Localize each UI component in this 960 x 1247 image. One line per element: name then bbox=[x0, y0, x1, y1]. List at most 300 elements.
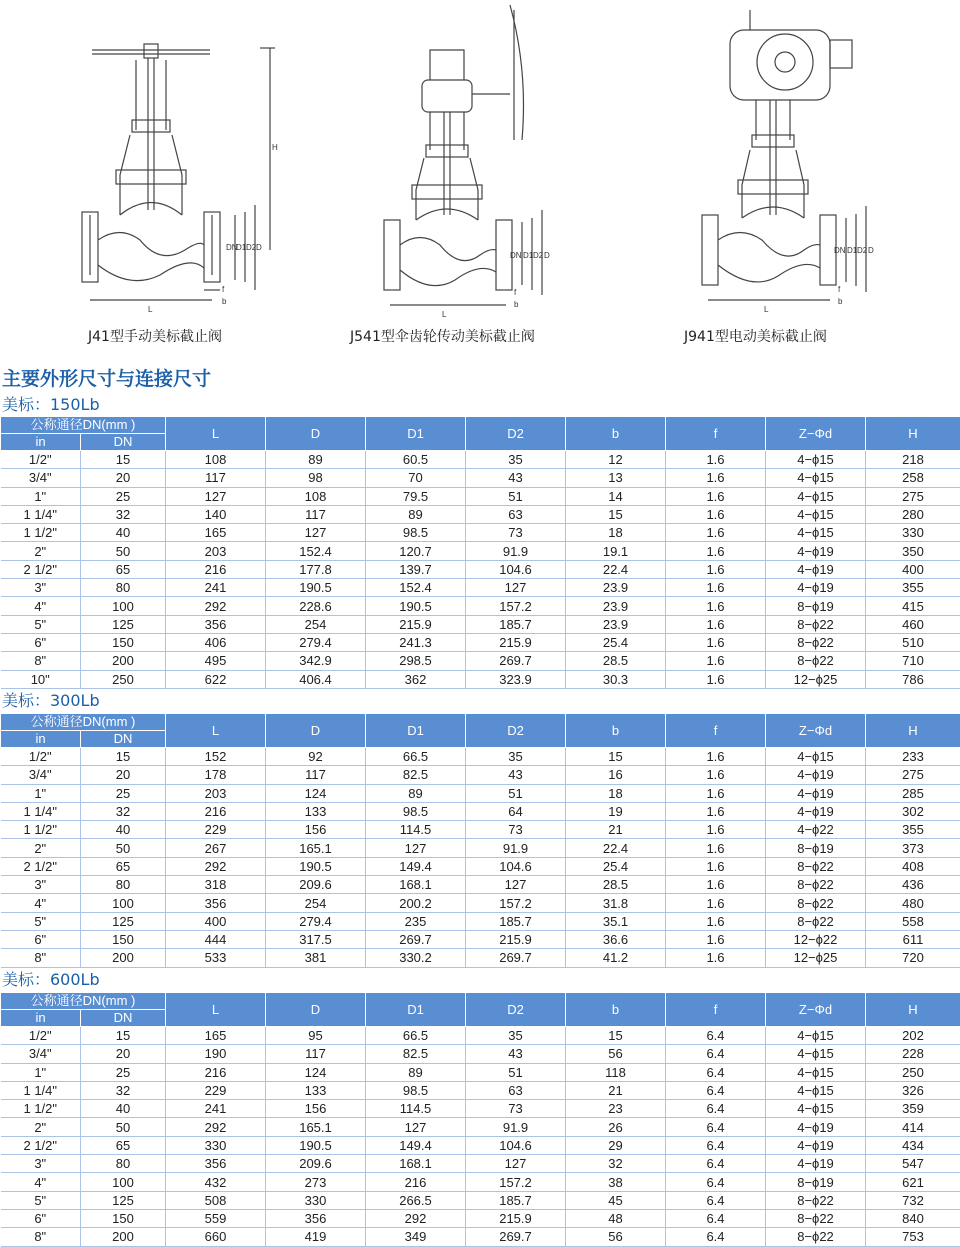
table-cell: 25.4 bbox=[566, 633, 666, 651]
table-cell: 15 bbox=[81, 748, 166, 766]
table-cell: 124 bbox=[266, 1063, 366, 1081]
table-row bbox=[1, 821, 960, 839]
table-cell: 786 bbox=[866, 670, 960, 688]
table-cell: 20 bbox=[81, 469, 166, 487]
table-cell: 209.6 bbox=[266, 876, 366, 894]
dim-label: DN bbox=[226, 243, 238, 252]
table-cell: 356 bbox=[266, 1209, 366, 1227]
table-cell: 209.6 bbox=[266, 1155, 366, 1173]
table-cell: 254 bbox=[266, 894, 366, 912]
table-cell: 8" bbox=[1, 652, 81, 670]
table-cell: 43 bbox=[466, 1045, 566, 1063]
table-cell: 317.5 bbox=[266, 930, 366, 948]
table-cell: 18 bbox=[566, 524, 666, 542]
table-cell: 269.7 bbox=[466, 949, 566, 967]
table-cell: 12−ϕ25 bbox=[766, 670, 866, 688]
table-cell: 6" bbox=[1, 633, 81, 651]
table-cell: 25 bbox=[81, 487, 166, 505]
table-cell: 400 bbox=[866, 560, 960, 578]
table-cell: 50 bbox=[81, 839, 166, 857]
header-in: in bbox=[1, 434, 81, 451]
table-cell: 228.6 bbox=[266, 597, 366, 615]
table-cell: 1.6 bbox=[666, 542, 766, 560]
table-cell: 4−ϕ15 bbox=[766, 451, 866, 469]
header-col: L bbox=[166, 993, 266, 1027]
table-cell: 100 bbox=[81, 894, 166, 912]
table-cell: 168.1 bbox=[366, 1155, 466, 1173]
table-cell: 330 bbox=[266, 1191, 366, 1209]
table-cell: 35.1 bbox=[566, 912, 666, 930]
header-col: Z−Φd bbox=[766, 993, 866, 1027]
table-cell: 419 bbox=[266, 1228, 366, 1246]
table-row bbox=[1, 1209, 960, 1227]
table-cell: 89 bbox=[366, 505, 466, 523]
table-row bbox=[1, 560, 960, 578]
dim-label: L bbox=[764, 305, 769, 314]
dim-label: L bbox=[148, 305, 153, 314]
table-cell: 190 bbox=[166, 1045, 266, 1063]
table-cell: 1 1/2" bbox=[1, 524, 81, 542]
header-in: in bbox=[1, 1010, 81, 1027]
table-cell: 127 bbox=[266, 524, 366, 542]
table-cell: 4−ϕ15 bbox=[766, 524, 866, 542]
table-cell: 1 1/2" bbox=[1, 821, 81, 839]
table-cell: 125 bbox=[81, 1191, 166, 1209]
table-cell: 381 bbox=[266, 949, 366, 967]
table-cell: 4−ϕ15 bbox=[766, 1063, 866, 1081]
table-cell: 127 bbox=[466, 876, 566, 894]
table-cell: 558 bbox=[866, 912, 960, 930]
table-cell: 152 bbox=[166, 748, 266, 766]
table-cell: 82.5 bbox=[366, 766, 466, 784]
header-col: f bbox=[666, 993, 766, 1027]
table-cell: 32 bbox=[81, 802, 166, 820]
table-cell: 8−ϕ22 bbox=[766, 633, 866, 651]
table-cell: 6.4 bbox=[666, 1136, 766, 1154]
table-cell: 241.3 bbox=[366, 633, 466, 651]
table-cell: 23.9 bbox=[566, 579, 666, 597]
table-cell: 73 bbox=[466, 1100, 566, 1118]
table-cell: 495 bbox=[166, 652, 266, 670]
table-cell: 32 bbox=[81, 1081, 166, 1099]
table-cell: 3" bbox=[1, 1155, 81, 1173]
table-row bbox=[1, 615, 960, 633]
table-cell: 4−ϕ19 bbox=[766, 1136, 866, 1154]
table-cell: 250 bbox=[81, 670, 166, 688]
table-row bbox=[1, 802, 960, 820]
header-dn: DN bbox=[81, 1010, 166, 1027]
dim-label: D2 bbox=[246, 243, 257, 252]
dim-label: f bbox=[514, 288, 517, 297]
table-cell: 1.6 bbox=[666, 579, 766, 597]
table-cell: 200 bbox=[81, 652, 166, 670]
header-col: D bbox=[266, 417, 366, 451]
table-cell: 218 bbox=[866, 451, 960, 469]
dim-label: L bbox=[442, 310, 447, 319]
table-cell: 125 bbox=[81, 912, 166, 930]
table-cell: 98.5 bbox=[366, 802, 466, 820]
section-title-300lb: 美标：300Lb bbox=[2, 688, 100, 711]
table-cell: 22.4 bbox=[566, 839, 666, 857]
table-cell: 1.6 bbox=[666, 912, 766, 930]
table-cell: 15 bbox=[566, 1027, 666, 1045]
table-cell: 621 bbox=[866, 1173, 960, 1191]
table-cell: 229 bbox=[166, 821, 266, 839]
spec-table-300lb bbox=[0, 713, 960, 968]
table-cell: 104.6 bbox=[466, 857, 566, 875]
table-cell: 323.9 bbox=[466, 670, 566, 688]
dim-label: DN bbox=[510, 251, 522, 260]
table-cell: 190.5 bbox=[266, 1136, 366, 1154]
table-row bbox=[1, 930, 960, 948]
header-col: D1 bbox=[366, 993, 466, 1027]
table-cell: 292 bbox=[366, 1209, 466, 1227]
table-cell: 48 bbox=[566, 1209, 666, 1227]
table-cell: 460 bbox=[866, 615, 960, 633]
table-cell: 229 bbox=[166, 1081, 266, 1099]
dim-label: D1 bbox=[847, 246, 858, 255]
table-cell: 150 bbox=[81, 633, 166, 651]
dim-label: D2 bbox=[533, 251, 544, 260]
table-cell: 15 bbox=[81, 1027, 166, 1045]
table-cell: 436 bbox=[866, 876, 960, 894]
table-cell: 14 bbox=[566, 487, 666, 505]
table-row bbox=[1, 876, 960, 894]
table-cell: 215.9 bbox=[366, 615, 466, 633]
table-cell: 65 bbox=[81, 560, 166, 578]
table-cell: 216 bbox=[166, 802, 266, 820]
table-cell: 215.9 bbox=[466, 1209, 566, 1227]
table-cell: 444 bbox=[166, 930, 266, 948]
table-cell: 269.7 bbox=[366, 930, 466, 948]
table-row bbox=[1, 469, 960, 487]
table-cell: 100 bbox=[81, 1173, 166, 1191]
table-cell: 36.6 bbox=[566, 930, 666, 948]
header-col: b bbox=[566, 417, 666, 451]
table-cell: 298.5 bbox=[366, 652, 466, 670]
table-cell: 216 bbox=[166, 1063, 266, 1081]
table-cell: 12 bbox=[566, 451, 666, 469]
table-cell: 302 bbox=[866, 802, 960, 820]
table-cell: 8−ϕ22 bbox=[766, 1228, 866, 1246]
table-cell: 2" bbox=[1, 1118, 81, 1136]
table-cell: 355 bbox=[866, 821, 960, 839]
table-cell: 2 1/2" bbox=[1, 857, 81, 875]
table-cell: 21 bbox=[566, 1081, 666, 1099]
table-cell: 165.1 bbox=[266, 839, 366, 857]
table-row bbox=[1, 1155, 960, 1173]
table-cell: 156 bbox=[266, 1100, 366, 1118]
table-cell: 1.6 bbox=[666, 876, 766, 894]
header-col: Z−Φd bbox=[766, 714, 866, 748]
header-dn: DN bbox=[81, 434, 166, 451]
table-row bbox=[1, 949, 960, 967]
table-cell: 35 bbox=[466, 748, 566, 766]
table-cell: 152.4 bbox=[266, 542, 366, 560]
table-cell: 51 bbox=[466, 487, 566, 505]
table-cell: 157.2 bbox=[466, 597, 566, 615]
section-title-150lb: 美标：150Lb bbox=[2, 392, 100, 415]
header-col: L bbox=[166, 714, 266, 748]
table-cell: 1.6 bbox=[666, 524, 766, 542]
table-cell: 41.2 bbox=[566, 949, 666, 967]
header-col: b bbox=[566, 993, 666, 1027]
table-cell: 66.5 bbox=[366, 1027, 466, 1045]
table-cell: 356 bbox=[166, 1155, 266, 1173]
dim-label: D1 bbox=[523, 251, 534, 260]
table-cell: 279.4 bbox=[266, 912, 366, 930]
dim-label: DN bbox=[834, 246, 846, 255]
table-row bbox=[1, 1045, 960, 1063]
table-cell: 3" bbox=[1, 579, 81, 597]
table-cell: 12−ϕ25 bbox=[766, 949, 866, 967]
table-cell: 95 bbox=[266, 1027, 366, 1045]
table-cell: 127 bbox=[166, 487, 266, 505]
table-cell: 1.6 bbox=[666, 802, 766, 820]
table-cell: 235 bbox=[366, 912, 466, 930]
table-cell: 38 bbox=[566, 1173, 666, 1191]
table-cell: 4−ϕ15 bbox=[766, 1081, 866, 1099]
table-row bbox=[1, 487, 960, 505]
table-cell: 15 bbox=[566, 748, 666, 766]
table-cell: 178 bbox=[166, 766, 266, 784]
table-cell: 414 bbox=[866, 1118, 960, 1136]
main-title: 主要外形尺寸与连接尺寸 bbox=[2, 364, 211, 391]
table-cell: 118 bbox=[566, 1063, 666, 1081]
table-cell: 108 bbox=[166, 451, 266, 469]
table-cell: 732 bbox=[866, 1191, 960, 1209]
table-cell: 60.5 bbox=[366, 451, 466, 469]
table-row bbox=[1, 597, 960, 615]
header-col: D2 bbox=[466, 417, 566, 451]
table-cell: 89 bbox=[366, 1063, 466, 1081]
table-cell: 29 bbox=[566, 1136, 666, 1154]
table-cell: 400 bbox=[166, 912, 266, 930]
table-cell: 1.6 bbox=[666, 930, 766, 948]
table-cell: 1.6 bbox=[666, 766, 766, 784]
table-cell: 2 1/2" bbox=[1, 1136, 81, 1154]
table-cell: 4−ϕ15 bbox=[766, 1100, 866, 1118]
table-cell: 408 bbox=[866, 857, 960, 875]
table-cell: 406 bbox=[166, 633, 266, 651]
table-cell: 35 bbox=[466, 451, 566, 469]
table-cell: 12−ϕ22 bbox=[766, 930, 866, 948]
table-cell: 1.6 bbox=[666, 469, 766, 487]
table-cell: 1 1/4" bbox=[1, 802, 81, 820]
table-cell: 40 bbox=[81, 821, 166, 839]
header-col: H bbox=[866, 417, 960, 451]
table-cell: 8−ϕ22 bbox=[766, 1191, 866, 1209]
table-cell: 6" bbox=[1, 1209, 81, 1227]
table-cell: 359 bbox=[866, 1100, 960, 1118]
table-cell: 292 bbox=[166, 597, 266, 615]
header-col: D bbox=[266, 993, 366, 1027]
table-cell: 185.7 bbox=[466, 615, 566, 633]
table-cell: 6.4 bbox=[666, 1173, 766, 1191]
table-cell: 292 bbox=[166, 1118, 266, 1136]
table-cell: 117 bbox=[166, 469, 266, 487]
table-cell: 190.5 bbox=[266, 579, 366, 597]
table-cell: 350 bbox=[866, 542, 960, 560]
table-cell: 127 bbox=[466, 579, 566, 597]
table-cell: 66.5 bbox=[366, 748, 466, 766]
table-cell: 21 bbox=[566, 821, 666, 839]
table-cell: 4" bbox=[1, 597, 81, 615]
table-cell: 5" bbox=[1, 615, 81, 633]
table-cell: 98.5 bbox=[366, 524, 466, 542]
table-cell: 150 bbox=[81, 1209, 166, 1227]
header-col: D2 bbox=[466, 714, 566, 748]
table-cell: 8" bbox=[1, 1228, 81, 1246]
table-cell: 89 bbox=[366, 784, 466, 802]
table-cell: 6.4 bbox=[666, 1027, 766, 1045]
table-cell: 8−ϕ22 bbox=[766, 615, 866, 633]
table-cell: 25 bbox=[81, 784, 166, 802]
section-title-600lb: 美标：600Lb bbox=[2, 967, 100, 990]
table-cell: 8−ϕ19 bbox=[766, 1173, 866, 1191]
header-in: in bbox=[1, 731, 81, 748]
table-cell: 1.6 bbox=[666, 821, 766, 839]
table-cell: 125 bbox=[81, 615, 166, 633]
table-cell: 40 bbox=[81, 524, 166, 542]
table-cell: 8−ϕ22 bbox=[766, 652, 866, 670]
figure-caption: J41型手动美标截止阀 bbox=[88, 326, 222, 346]
table-cell: 80 bbox=[81, 876, 166, 894]
table-cell: 258 bbox=[866, 469, 960, 487]
table-cell: 510 bbox=[866, 633, 960, 651]
table-cell: 6" bbox=[1, 930, 81, 948]
table-row bbox=[1, 857, 960, 875]
j41-valve-drawing bbox=[60, 0, 300, 320]
table-cell: 25.4 bbox=[566, 857, 666, 875]
table-cell: 32 bbox=[566, 1155, 666, 1173]
table-cell: 203 bbox=[166, 784, 266, 802]
header-col: D1 bbox=[366, 417, 466, 451]
table-cell: 318 bbox=[166, 876, 266, 894]
table-cell: 22.4 bbox=[566, 560, 666, 578]
table-cell: 20 bbox=[81, 1045, 166, 1063]
figure-j941 bbox=[680, 0, 920, 350]
header-col: D bbox=[266, 714, 366, 748]
table-cell: 241 bbox=[166, 579, 266, 597]
table-cell: 1.6 bbox=[666, 633, 766, 651]
table-cell: 157.2 bbox=[466, 1173, 566, 1191]
table-cell: 23 bbox=[566, 1100, 666, 1118]
table-cell: 65 bbox=[81, 857, 166, 875]
table-row bbox=[1, 1136, 960, 1154]
table-cell: 292 bbox=[166, 857, 266, 875]
table-cell: 28.5 bbox=[566, 652, 666, 670]
table-cell: 269.7 bbox=[466, 1228, 566, 1246]
table-row bbox=[1, 1027, 960, 1045]
table-row bbox=[1, 524, 960, 542]
table-cell: 203 bbox=[166, 542, 266, 560]
table-cell: 4−ϕ15 bbox=[766, 1045, 866, 1063]
table-cell: 177.8 bbox=[266, 560, 366, 578]
table-cell: 1/2" bbox=[1, 748, 81, 766]
table-cell: 3" bbox=[1, 876, 81, 894]
table-cell: 89 bbox=[266, 451, 366, 469]
table-cell: 4−ϕ19 bbox=[766, 802, 866, 820]
table-cell: 79.5 bbox=[366, 487, 466, 505]
table-cell: 140 bbox=[166, 505, 266, 523]
dim-label: H bbox=[272, 143, 278, 152]
table-cell: 149.4 bbox=[366, 857, 466, 875]
table-cell: 114.5 bbox=[366, 821, 466, 839]
table-cell: 8−ϕ22 bbox=[766, 857, 866, 875]
table-cell: 1.6 bbox=[666, 615, 766, 633]
table-cell: 56 bbox=[566, 1228, 666, 1246]
table-cell: 117 bbox=[266, 1045, 366, 1063]
table-cell: 6.4 bbox=[666, 1045, 766, 1063]
dim-label: D1 bbox=[236, 243, 247, 252]
table-cell: 349 bbox=[366, 1228, 466, 1246]
table-cell: 117 bbox=[266, 505, 366, 523]
table-cell: 356 bbox=[166, 894, 266, 912]
table-cell: 6.4 bbox=[666, 1118, 766, 1136]
table-cell: 82.5 bbox=[366, 1045, 466, 1063]
header-col: Z−Φd bbox=[766, 417, 866, 451]
table-cell: 233 bbox=[866, 748, 960, 766]
j541-valve-drawing bbox=[350, 0, 590, 320]
table-cell: 4−ϕ19 bbox=[766, 579, 866, 597]
header-col: D1 bbox=[366, 714, 466, 748]
table-cell: 28.5 bbox=[566, 876, 666, 894]
table-cell: 149.4 bbox=[366, 1136, 466, 1154]
table-cell: 406.4 bbox=[266, 670, 366, 688]
table-cell: 250 bbox=[866, 1063, 960, 1081]
table-cell: 150 bbox=[81, 930, 166, 948]
table-cell: 6.4 bbox=[666, 1155, 766, 1173]
table-cell: 1.6 bbox=[666, 784, 766, 802]
spec-table-600lb bbox=[0, 992, 960, 1247]
table-row bbox=[1, 784, 960, 802]
table-cell: 6.4 bbox=[666, 1081, 766, 1099]
table-cell: 4−ϕ19 bbox=[766, 560, 866, 578]
table-row bbox=[1, 766, 960, 784]
table-row bbox=[1, 670, 960, 688]
j941-valve-drawing bbox=[680, 0, 920, 320]
table-cell: 200 bbox=[81, 1228, 166, 1246]
table-cell: 269.7 bbox=[466, 652, 566, 670]
table-cell: 1" bbox=[1, 784, 81, 802]
table-cell: 1.6 bbox=[666, 748, 766, 766]
table-cell: 415 bbox=[866, 597, 960, 615]
table-cell: 2" bbox=[1, 542, 81, 560]
table-cell: 8−ϕ22 bbox=[766, 876, 866, 894]
table-row bbox=[1, 542, 960, 560]
table-cell: 31.8 bbox=[566, 894, 666, 912]
table-cell: 127 bbox=[466, 1155, 566, 1173]
dim-label: b bbox=[514, 300, 519, 309]
table-cell: 611 bbox=[866, 930, 960, 948]
table-row bbox=[1, 894, 960, 912]
table-cell: 8−ϕ22 bbox=[766, 1209, 866, 1227]
table-cell: 73 bbox=[466, 821, 566, 839]
table-row bbox=[1, 1063, 960, 1081]
table-cell: 6.4 bbox=[666, 1191, 766, 1209]
table-cell: 16 bbox=[566, 766, 666, 784]
table-row bbox=[1, 1081, 960, 1099]
dim-label: f bbox=[222, 285, 225, 294]
spec-table-150lb bbox=[0, 416, 960, 689]
table-cell: 4−ϕ15 bbox=[766, 1027, 866, 1045]
table-cell: 216 bbox=[166, 560, 266, 578]
table-cell: 1" bbox=[1, 1063, 81, 1081]
table-cell: 373 bbox=[866, 839, 960, 857]
table-cell: 165 bbox=[166, 1027, 266, 1045]
table-cell: 50 bbox=[81, 1118, 166, 1136]
